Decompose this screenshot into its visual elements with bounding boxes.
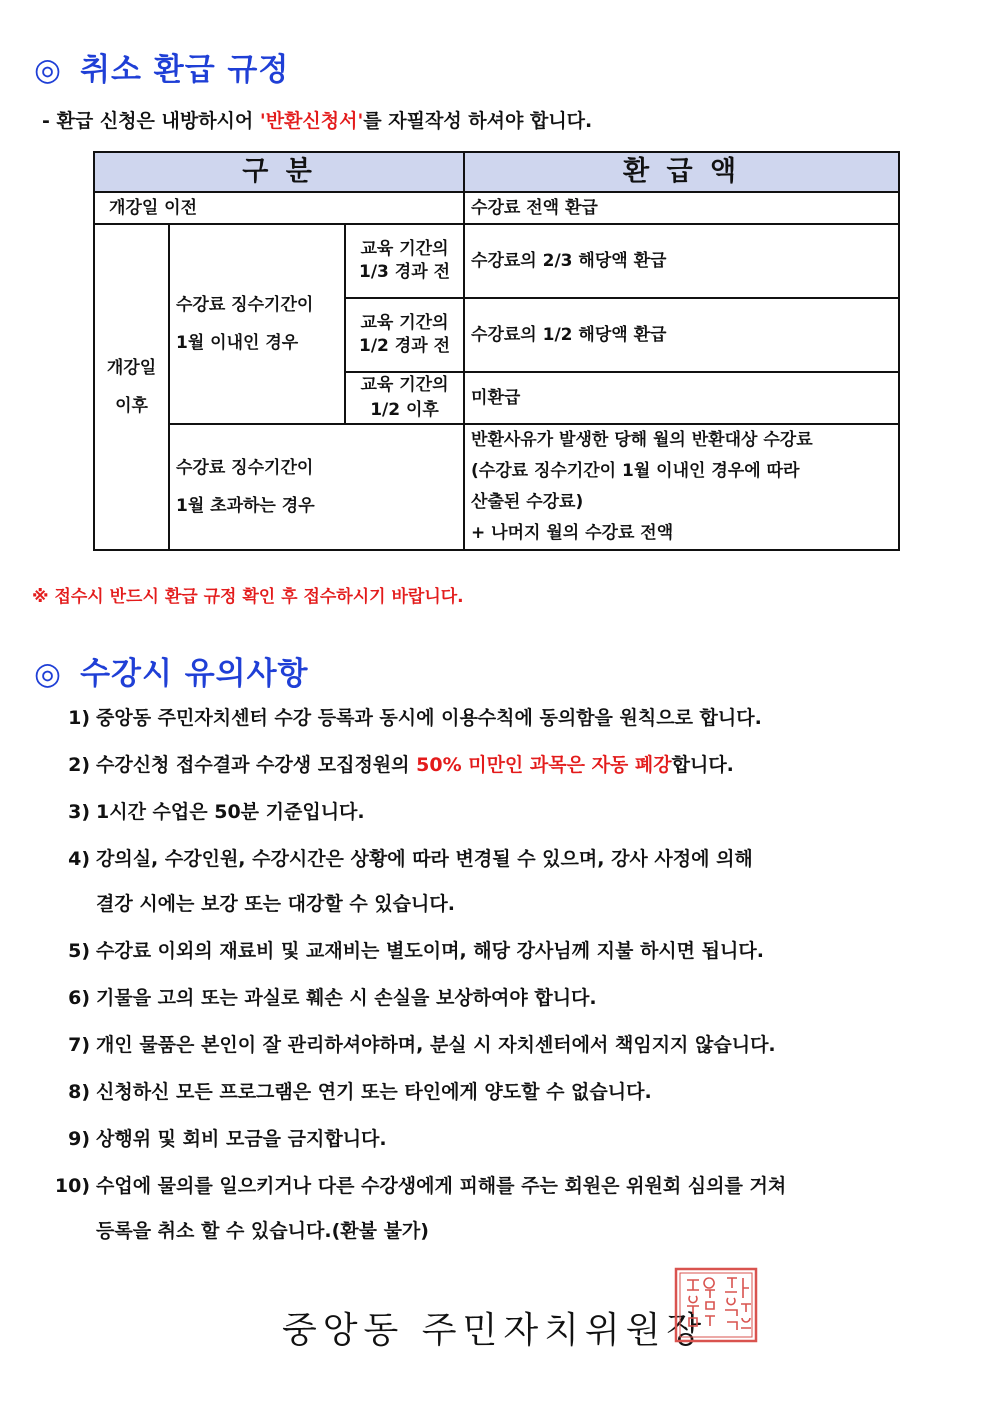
rule-text-part: 합니다. [671, 754, 734, 776]
rule-text: 신청하신 모든 프로그램은 연기 또는 타인에게 양도할 수 없습니다. [96, 1081, 652, 1103]
rule-number: 2) [68, 754, 90, 776]
warning-note: ※ 접수시 반드시 환급 규정 확인 후 접수하시기 바랍니다. [32, 587, 464, 607]
rule-text-cont: 결강 시에는 보강 또는 대강할 수 있습니다. [96, 893, 455, 915]
list-item [48, 706, 948, 730]
list-item [48, 753, 948, 777]
before-label: 개강일 이전 [94, 192, 464, 224]
rule-text-line: 수업에 물의를 일으키거나 다른 수강생에게 피해를 주는 회원은 위원회 심의를 거쳐 [96, 1175, 787, 1197]
rule-text-part: 수강신청 접수결과 수강생 모집정원의 [96, 754, 417, 776]
list-item [48, 1080, 948, 1104]
over-label [169, 424, 464, 550]
amount-cell: 수강료의 1/2 해당액 환급 [464, 298, 899, 372]
list-item [48, 1127, 948, 1151]
list-item [48, 800, 948, 824]
rule-number: 3) [68, 801, 90, 823]
rule-text-cont: 등록을 취소 할 수 있습니다.(환불 불가) [96, 1220, 429, 1242]
header-amount: 환 급 액 [464, 152, 899, 192]
refund-table [93, 151, 900, 551]
amount-cell: 수강료의 2/3 해당액 환급 [464, 224, 899, 298]
notice-suffix: 를 자필작성 하셔야 합니다. [363, 110, 593, 132]
rule-text: 기물을 고의 또는 과실로 훼손 시 손실을 보상하여야 합니다. [96, 987, 597, 1009]
over-amount-line: 반환사유가 발생한 당해 월의 반환대상 수강료 [471, 430, 813, 450]
over-amount [464, 424, 899, 550]
list-item [48, 939, 948, 963]
notice-prefix: - 환급 신청은 내방하시어 [42, 110, 260, 132]
rule-number: 10) [54, 1175, 90, 1197]
official-seal-icon [673, 1266, 759, 1344]
period-cell: 교육 기간의 1/2 경과 전 [345, 298, 464, 372]
list-item [48, 847, 948, 916]
section-title-refund [34, 44, 289, 89]
signature: 중앙동 주민자치위원장 [282, 1310, 708, 1351]
refund-notice [42, 106, 592, 133]
before-amount: 수강료 전액 환급 [464, 192, 899, 224]
notice-highlight: '반환신청서' [259, 110, 364, 132]
after-label-line: 이후 [115, 396, 148, 416]
amount-cell: 미환급 [464, 372, 899, 424]
after-label [94, 224, 169, 550]
period-cell: 교육 기간의 1/2 이후 [345, 372, 464, 424]
rules-list [48, 706, 948, 1266]
rule-number: 8) [68, 1081, 90, 1103]
rule-number: 4) [68, 848, 90, 870]
list-item [48, 986, 948, 1010]
rule-number: 6) [68, 987, 90, 1009]
over-amount-line: (수강료 징수기간이 1월 이내인 경우에 따라 [471, 461, 800, 481]
section-mark-icon: ◎ [34, 656, 63, 692]
rule-text [96, 847, 948, 916]
within-label-line: 수강료 징수기간이 [176, 295, 314, 315]
rule-text-line: 강의실, 수강인원, 수강시간은 상황에 따라 변경될 수 있으며, 강사 사정에 의해 [96, 848, 753, 870]
table-header-row [94, 152, 899, 192]
rule-text: 1시간 수업은 50분 기준입니다. [96, 801, 365, 823]
within-label [169, 224, 345, 424]
rule-text [96, 1174, 948, 1243]
table-row [94, 192, 899, 224]
section-title-text: 수강시 유의사항 [80, 656, 309, 692]
over-label-line: 1월 초과하는 경우 [176, 496, 315, 516]
over-amount-line: 산출된 수강료) [471, 492, 584, 512]
rule-number: 5) [68, 940, 90, 962]
section-title-notes [34, 648, 308, 693]
rule-number: 1) [68, 707, 90, 729]
header-category: 구 분 [94, 152, 464, 192]
rule-highlight: 50% 미만인 과목은 자동 폐강 [416, 754, 672, 776]
list-item [48, 1033, 948, 1057]
period-cell: 교육 기간의 1/3 경과 전 [345, 224, 464, 298]
section-mark-icon: ◎ [34, 52, 63, 88]
after-label-line: 개강일 [106, 358, 157, 378]
rule-text: 개인 물품은 본인이 잘 관리하셔야하며, 분실 시 자치센터에서 책임지지 않습니다. [96, 1034, 776, 1056]
list-item [48, 1174, 948, 1243]
rule-number: 9) [68, 1128, 90, 1150]
over-label-line: 수강료 징수기간이 [176, 458, 314, 478]
rule-number: 7) [68, 1034, 90, 1056]
section-title-text: 취소 환급 규정 [80, 52, 290, 88]
table-row [94, 224, 899, 298]
within-label-line: 1월 이내인 경우 [176, 333, 299, 353]
rule-text: 수강료 이외의 재료비 및 교재비는 별도이며, 해당 강사님께 지불 하시면 됩니다. [96, 940, 764, 962]
rule-text: 상행위 및 회비 모금을 금지합니다. [96, 1128, 387, 1150]
rule-text [96, 753, 948, 777]
over-amount-line: + 나머지 월의 수강료 전액 [471, 523, 674, 543]
rule-text: 중앙동 주민자치센터 수강 등록과 동시에 이용수칙에 동의함을 원칙으로 합니다. [96, 707, 762, 729]
table-row [94, 424, 899, 550]
